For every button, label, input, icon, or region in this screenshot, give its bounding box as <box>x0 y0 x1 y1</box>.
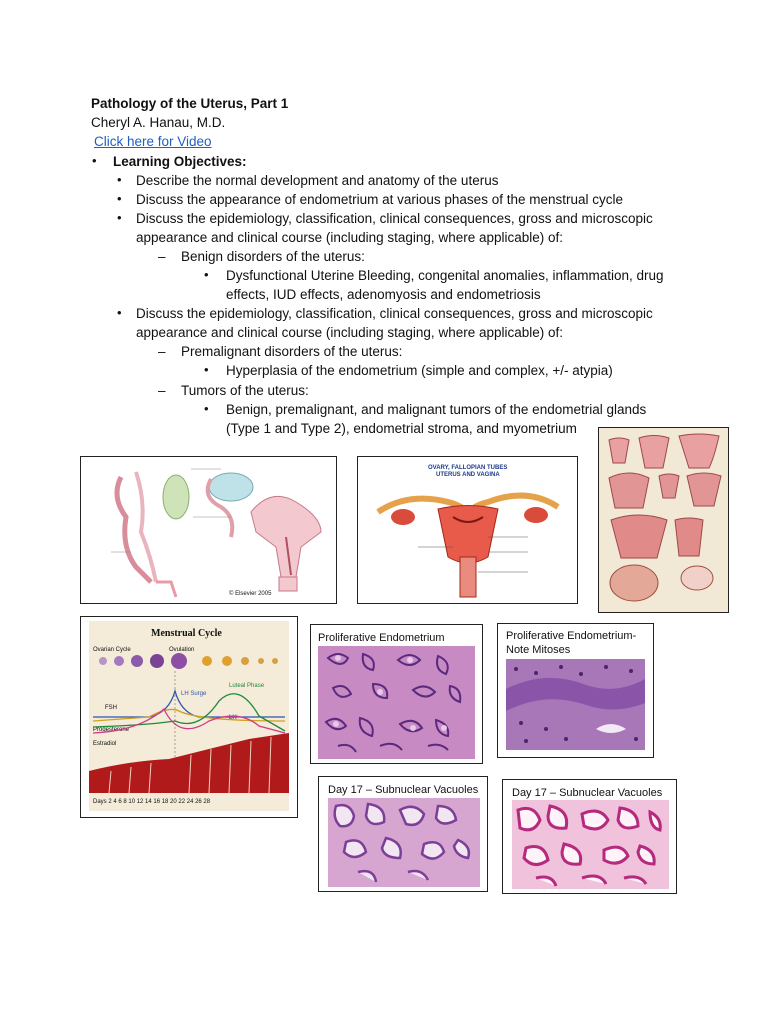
bullet-icon: • <box>92 153 97 168</box>
sub-heading: Tumors of the uterus: <box>181 383 309 398</box>
anatomy-title: OVARY, FALLOPIAN TUBES <box>428 465 508 471</box>
objective-item-continued: appearance and clinical course (including staging, where applicable) of: <box>136 325 564 340</box>
bullet-icon: • <box>204 401 209 416</box>
objective-item: Discuss the epidemiology, classification, clinical consequences, gross and microscopic <box>136 306 653 321</box>
sub-item-continued: effects, IUD effects, adenomyosis and endometriosis <box>226 287 541 302</box>
video-link[interactable]: Click here for Video <box>94 134 212 149</box>
anatomy-subtitle: UTERUS AND VAGINA <box>436 472 500 478</box>
estradiol-label: Estradiol <box>93 741 117 747</box>
bullet-icon: • <box>117 191 122 206</box>
objectives-heading: Learning Objectives: <box>113 154 247 169</box>
day17-figure-b <box>502 779 677 894</box>
lh-label: LH <box>229 715 237 721</box>
sub-item: Hyperplasia of the endometrium (simple and complex, +/- atypia) <box>226 363 613 378</box>
uterine-anomalies-illustration <box>599 428 728 612</box>
mitoses-histology-image <box>506 659 645 750</box>
bullet-icon: • <box>204 267 209 282</box>
cycle-days-axis: Days 2 4 6 8 10 12 14 16 18 20 22 24 26 28 <box>93 799 211 805</box>
sub-item-continued: (Type 1 and Type 2), endometrial stroma, and myometrium <box>226 421 577 436</box>
proliferative-histology-image <box>318 646 475 759</box>
progesterone-label: Progesterone <box>93 727 130 733</box>
figure-caption-continued: Note Mitoses <box>506 644 571 656</box>
menstrual-title: Menstrual Cycle <box>151 628 222 639</box>
author-name: Cheryl A. Hanau, M.D. <box>91 115 226 130</box>
sub-heading: Premalignant disorders of the uterus: <box>181 344 403 359</box>
objective-item: Describe the normal development and anatomy of the uterus <box>136 173 499 188</box>
day17-figure-a <box>318 776 488 892</box>
copyright-label: © Elsevier 2005 <box>229 591 272 597</box>
document-title: Pathology of the Uterus, Part 1 <box>91 96 289 111</box>
bullet-icon: • <box>117 305 122 320</box>
dash-icon: – <box>158 344 166 359</box>
sub-heading: Benign disorders of the uterus: <box>181 249 365 264</box>
figure-caption: Day 17 – Subnuclear Vacuoles <box>328 784 479 796</box>
bullet-icon: • <box>117 210 122 225</box>
day17-histology-image-b <box>512 800 669 889</box>
objective-item: Discuss the appearance of endometrium at various phases of the menstrual cycle <box>136 192 624 207</box>
luteal-phase-label: Luteal Phase <box>229 683 265 689</box>
sub-item: Dysfunctional Uterine Bleeding, congenital anomalies, inflammation, drug <box>226 268 664 283</box>
figure-caption: Proliferative Endometrium <box>318 632 445 644</box>
dash-icon: – <box>158 249 166 264</box>
proliferative-mitoses-figure <box>497 623 654 758</box>
lh-surge-label: LH Surge <box>181 691 207 697</box>
figure-caption: Proliferative Endometrium- <box>506 630 637 642</box>
menstrual-cycle-figure <box>80 616 298 818</box>
objective-item-continued: appearance and clinical course (including staging, where applicable) of: <box>136 230 564 245</box>
day17-histology-image-a <box>328 798 480 887</box>
dash-icon: – <box>158 383 166 398</box>
uterine-anomalies-figure <box>598 427 729 613</box>
ovarian-cycle-label: Ovarian Cycle <box>93 647 131 653</box>
embryology-illustration <box>81 457 336 603</box>
uterus-anatomy-figure <box>357 456 578 604</box>
figure-caption: Day 17 – Subnuclear Vacuoles <box>512 787 663 799</box>
sub-item: Benign, premalignant, and malignant tumors of the endometrial glands <box>226 402 647 417</box>
menstrual-cycle-panel <box>89 621 289 811</box>
objective-item: Discuss the epidemiology, classification, clinical consequences, gross and microscopic <box>136 211 653 226</box>
proliferative-figure <box>310 624 483 764</box>
embryology-figure <box>80 456 337 604</box>
bullet-icon: • <box>117 172 122 187</box>
bullet-icon: • <box>204 362 209 377</box>
ovulation-label: Ovulation <box>169 647 195 653</box>
menstrual-curves <box>89 621 289 811</box>
fsh-label: FSH <box>105 705 117 711</box>
